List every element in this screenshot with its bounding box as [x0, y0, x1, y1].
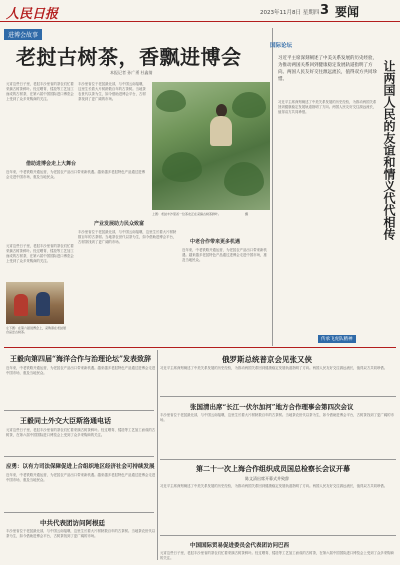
feature-byline: 本报记者 孙广勇 杜鑫倩: [110, 70, 153, 75]
news-body-6: 习近平主席深刻阐述了中美关系发展的历史经验，为推动两国关系回到健康稳定发展轨道指明了方向。两国人民友好交往源远流长，值得双方共同珍惜。: [160, 484, 388, 488]
feature-body-2: 丰沙里省位于老挝最北部，与中国云南接壤，这里生长着大片树龄数百年的古茶树。当地茶农世代以茶为生，如今借助进博会平台，古树茶找到了更广阔的市场。: [78, 82, 146, 101]
news-headline-3: 王毅同土外交大臣斯洛通电话: [20, 416, 111, 425]
news-body-8: 元宵这些日子里，老挝丰沙里省的茶农们忙着采摘古树茶鲜叶。经过晒青、揉捻等工艺加工而成的古树茶，在第六届中国国际进口博览会上受到了众多采购商的关注。: [160, 551, 394, 560]
news-subheadline-6: 陈文清出席开幕式并致辞: [245, 476, 289, 481]
commentary-badge: 传承飞虎队精神: [318, 335, 356, 343]
feature-headline: 老挝古树茶，香飘进博会: [16, 45, 242, 69]
issue-date: 2023年11月8日 星期四: [260, 10, 320, 16]
news-headline-2: 俄罗斯总统普京会见张又侠: [222, 355, 312, 364]
page-number: 3: [320, 3, 330, 18]
photo-caption: 上图：老挝丰沙里省一位茶农正在采摘古树茶鲜叶。: [152, 212, 222, 216]
news-body-7: 丰沙里省位于老挝最北部，与中国云南接壤，这里生长着大片树龄数百年的古茶树。当地茶农世代以茶为生，如今借助进博会平台，古树茶找到了更广阔的市场。: [6, 529, 156, 538]
news-body-5: 近年来，中老铁路开通运营，为老挝农产品出口带来新机遇。越来越多老挝特色产品通过进博会走进中国市场，惠及当地民众。: [6, 473, 156, 482]
news-headline-8: 中国国际贸易促进委员会代表团访问巴西: [190, 543, 290, 549]
section-divider: [4, 347, 396, 348]
news-headline-1: 王毅向第四届“海洋合作与治理论坛”发表致辞: [10, 354, 152, 363]
feature-body-1: 元宵这些日子里，老挝丰沙里省的茶农们忙着采摘古树茶鲜叶。经过晒青、揉捻等工艺加工而成的古树茶，在第六届中国国际进口博览会上受到了众多采购商的关注。: [6, 82, 74, 101]
commentary-body: 习近平主席深刻阐述了中美关系发展的历史经验，为推动两国关系回到健康稳定发展轨道指明了方向。两国人民友好交往源远流长，值得双方共同珍惜。: [278, 100, 377, 114]
news-headline-4: 张国清出席“长江一伏尔加河”地方合作理事会第四次会议: [190, 403, 354, 411]
feature-subhead-1: 借助进博会走上大舞台: [26, 161, 77, 167]
news-body-3: 元宵这些日子里，老挝丰沙里省的茶农们忙着采摘古树茶鲜叶。经过晒青、揉捻等工艺加工而成的古树茶，在第六届中国国际进口博览会上受到了众多采购商的关注。: [6, 428, 156, 437]
commentary-headline: 让两国人民的友谊和情义代代相传: [382, 60, 396, 240]
feature-subhead-2: 产业发展助力民众致富: [94, 221, 145, 227]
expo-booth-photo: [6, 282, 64, 324]
news-body-1: 近年来，中老铁路开通运营，为老挝农产品出口带来新机遇。越来越多老挝特色产品通过进博会走进中国市场，惠及当地民众。: [6, 366, 156, 375]
small-photo-caption: 左下图：在第六届进博会上，采购商在老挝展台品尝古树茶。: [6, 326, 67, 334]
feature-body-4: 元宵这些日子里，老挝丰沙里省的茶农们忙着采摘古树茶鲜叶。经过晒青、揉捻等工艺加工而成的古树茶，在第六届中国国际进口博览会上受到了众多采购商的关注。: [6, 244, 74, 263]
news-column-divider: [157, 350, 158, 560]
news-body-4: 丰沙里省位于老挝最北部，与中国云南接壤，这里生长着大片树龄数百年的古茶树。当地茶农世代以茶为生，如今借助进博会平台，古树茶找到了更广阔的市场。: [160, 413, 394, 422]
commentary-label: 国际论坛: [270, 43, 293, 49]
feature-body-6: 近年来，中老铁路开通运营，为老挝农产品出口带来新机遇。越来越多老挝特色产品通过进博会走进中国市场，惠及当地民众。: [182, 248, 267, 262]
news-headline-5: 应勇：以有力司法保障促进上合组织地区经济社会可持续发展: [6, 464, 155, 470]
feature-tag: 进博会故事: [4, 29, 42, 40]
feature-body-3: 近年来，中老铁路开通运营，为老挝农产品出口带来新机遇。越来越多老挝特色产品通过进博会走进中国市场，惠及当地民众。: [6, 170, 146, 179]
column-divider: [272, 28, 273, 346]
tea-picking-photo: [152, 82, 270, 210]
news-headline-7: 中共代表团访问阿根廷: [40, 519, 105, 527]
news-headline-6: 第二十一次上海合作组织成员国总检察长会议开幕: [196, 464, 350, 473]
masthead: [0, 0, 400, 22]
newspaper-logo: 人民日报: [6, 7, 59, 22]
feature-body-5: 丰沙里省位于老挝最北部，与中国云南接壤，这里生长着大片树龄数百年的古茶树。当地茶农世代以茶为生，如今借助进博会平台，古树茶找到了更广阔的市场。: [78, 230, 177, 244]
photo-credit: 摄: [245, 212, 249, 216]
feature-subhead-3: 中老合作带来更多机遇: [190, 239, 241, 245]
section-name: 要闻: [335, 5, 360, 19]
news-body-2: 习近平主席深刻阐述了中美关系发展的历史经验，为推动两国关系回到健康稳定发展轨道指明了方向。两国人民友好交往源远流长，值得双方共同珍惜。: [160, 366, 388, 370]
commentary-lead: 习近平主席深刻阐述了中美关系发展的历史经验，为推动两国关系回到健康稳定发展轨道指明了方向。两国人民友好交往源远流长，值得双方共同珍惜。: [278, 56, 377, 82]
